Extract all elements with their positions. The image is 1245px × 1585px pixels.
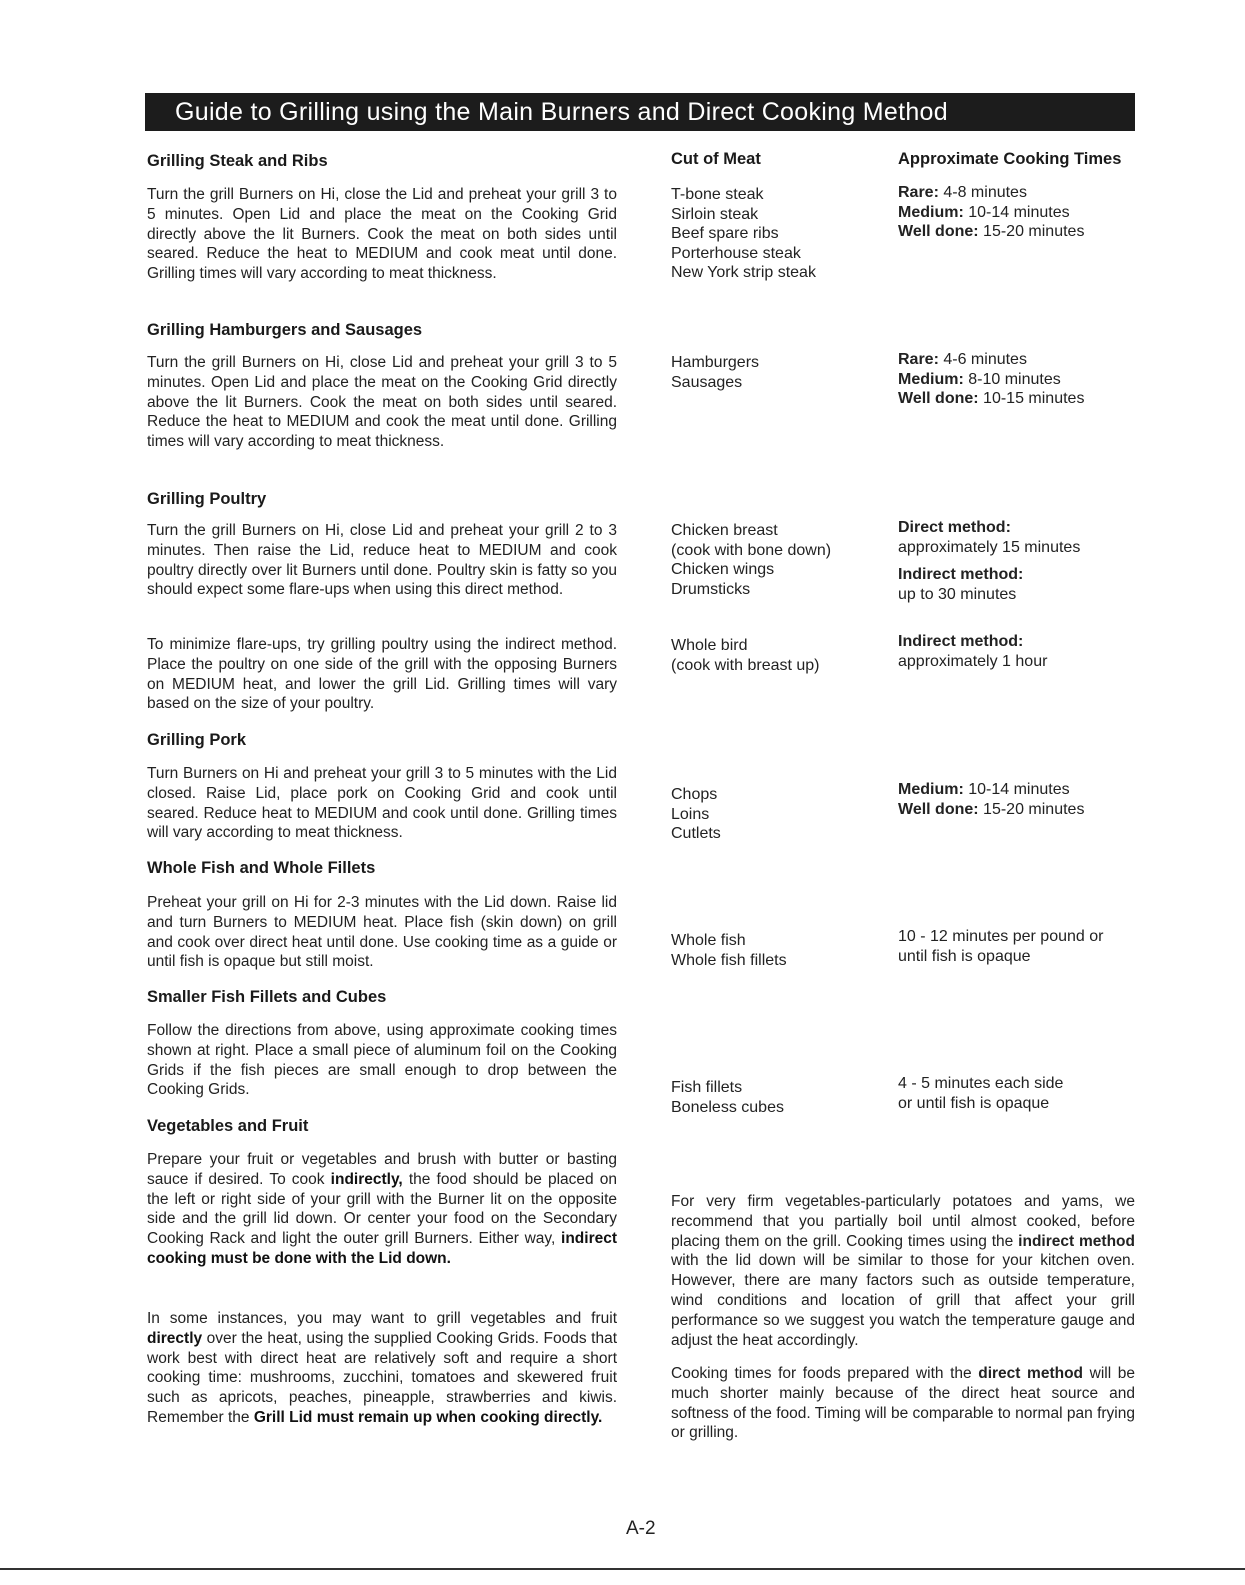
paragraph-smaller-fish: Follow the directions from above, using approximate cooking times shown at right. Place a small piece of aluminum foil on the Cooking Grids if the fish pieces are small enough to drop between the Cooking Grids. bbox=[147, 1022, 617, 1099]
text-run: will be much shorter mainly because of the direct heat source and softness of the food. Timing will be comparable to normal pan frying or grilling. bbox=[671, 1365, 1135, 1442]
section-title-pork: Grilling Pork bbox=[147, 731, 247, 749]
section-title-whole-fish: Whole Fish and Whole Fillets bbox=[147, 859, 376, 877]
cut-item: (cook with bone down) bbox=[671, 541, 832, 559]
time-value: approximately 1 hour bbox=[898, 652, 1048, 670]
cuts-poultry bbox=[671, 521, 831, 599]
cut-item: Whole fish fillets bbox=[671, 951, 787, 969]
paragraph-vegetables-indirect bbox=[147, 1150, 617, 1269]
cut-item: Chicken wings bbox=[671, 561, 775, 578]
cut-item: Whole fish bbox=[671, 932, 746, 949]
time-label: Medium: bbox=[898, 203, 964, 221]
time-label: Well done: bbox=[898, 800, 979, 818]
cuts-whole-fish bbox=[671, 931, 787, 970]
section-title-smaller-fish: Smaller Fish Fillets and Cubes bbox=[147, 988, 387, 1006]
time-row bbox=[898, 780, 1084, 800]
time-label: Medium: bbox=[898, 781, 964, 798]
text-run: Prepare your fruit or vegetables and brush with butter or basting sauce if desired. To cook bbox=[147, 1151, 617, 1188]
section-title-steak-ribs: Grilling Steak and Ribs bbox=[147, 152, 328, 170]
times-smaller-fish bbox=[898, 1074, 1063, 1113]
time-label: Medium: bbox=[898, 370, 964, 388]
times-steak-ribs bbox=[898, 183, 1084, 242]
cut-item: Sausages bbox=[671, 373, 743, 391]
time-label: Well done: bbox=[898, 223, 979, 240]
cut-item: Beef spare ribs bbox=[671, 225, 779, 242]
text-bold: indirect cooking must be done with the Lid down. bbox=[147, 1230, 617, 1267]
time-row bbox=[898, 370, 1084, 390]
cuts-steak-ribs bbox=[671, 185, 816, 283]
text-bold: directly bbox=[147, 1329, 203, 1347]
cut-item: Drumsticks bbox=[671, 580, 751, 598]
paragraph-pork: Turn Burners on Hi and preheat your grill 3 to 5 minutes with the Lid closed. Raise Lid, place pork on Cooking Grid and cook until seared. Reduce heat to MEDIUM and cook until done. Grilling times will vary according to meat thickness. bbox=[147, 765, 617, 842]
text-bold: indirect method bbox=[1018, 1232, 1135, 1250]
section-title-poultry: Grilling Poultry bbox=[147, 490, 267, 508]
times-whole-fish bbox=[898, 927, 1103, 966]
time-row bbox=[898, 800, 1084, 820]
time-label: Rare: bbox=[898, 351, 939, 368]
time-text: 10 - 12 minutes per pound or bbox=[898, 928, 1104, 945]
cut-item: Chops bbox=[671, 786, 718, 803]
cuts-whole-bird bbox=[671, 636, 820, 675]
times-poultry bbox=[898, 518, 1080, 604]
cut-item: (cook with breast up) bbox=[671, 656, 820, 674]
time-row bbox=[898, 183, 1084, 203]
text-run: In some instances, you may want to grill vegetables and fruit bbox=[147, 1310, 617, 1327]
cut-item: Sirloin steak bbox=[671, 205, 759, 223]
cut-item: New York strip steak bbox=[671, 264, 816, 281]
page-number: A-2 bbox=[626, 1518, 656, 1539]
text-run: over the heat, using the supplied Cooking Grids. Foods that work best with direct heat are relatively soft and require a short cooking time: mushrooms, zucchini, tomatoes and skewered fruit such as apricots, peaches, pineapple, strawberries and kiwis. Remember the bbox=[147, 1329, 617, 1426]
time-label: Rare: bbox=[898, 184, 939, 201]
cut-item: T-bone steak bbox=[671, 186, 764, 203]
paragraph-hamburgers: Turn the grill Burners on Hi, close Lid and preheat your grill 3 to 5 minutes. Open Lid and place the meat on the Cooking Grid directly above the lit Burners. Cook the meat on both sides until seared. Reduce the heat to MEDIUM and cook the meat until done. Grilling times will vary according to meat thickness. bbox=[147, 354, 617, 451]
cut-item: Hamburgers bbox=[671, 354, 760, 371]
time-label: Indirect method: bbox=[898, 633, 1024, 650]
cut-item: Whole bird bbox=[671, 637, 748, 654]
cut-item: Chicken breast bbox=[671, 522, 778, 539]
text-bold: direct method bbox=[978, 1365, 1084, 1382]
times-pork bbox=[898, 780, 1084, 819]
section-title-vegetables: Vegetables and Fruit bbox=[147, 1117, 309, 1135]
text-run: Cooking times for foods prepared with the bbox=[671, 1365, 979, 1382]
time-text: or until fish is opaque bbox=[898, 1094, 1050, 1112]
time-value: 15-20 minutes bbox=[983, 223, 1085, 240]
cuts-smaller-fish bbox=[671, 1078, 784, 1117]
time-label: Direct method: bbox=[898, 519, 1011, 536]
times-hamburgers bbox=[898, 350, 1084, 409]
time-value: 8-10 minutes bbox=[968, 370, 1061, 388]
section-title-hamburgers: Grilling Hamburgers and Sausages bbox=[147, 321, 423, 339]
time-row bbox=[898, 389, 1084, 409]
bottom-divider bbox=[0, 1568, 1245, 1570]
paragraph-poultry-direct: Turn the grill Burners on Hi, close Lid and preheat your grill 2 to 3 minutes. Then raise the Lid, reduce heat to MEDIUM and cook poultry directly over lit Burners until done. Poultry skin is fatty so you should expect some flare-ups when using this direct method. bbox=[147, 522, 617, 599]
time-value: 10-15 minutes bbox=[983, 390, 1085, 407]
text-bold: indirectly, bbox=[330, 1170, 403, 1188]
time-value: 15-20 minutes bbox=[983, 800, 1085, 818]
time-value: 4-6 minutes bbox=[943, 351, 1027, 368]
text-run: with the lid down will be similar to those for your kitchen oven. However, there are many factors such as outside temperature, wind conditions and location of grill that affect your grill performance so we suggest you watch the temperature gauge and adjust the heat accordingly. bbox=[671, 1252, 1135, 1349]
text-run: For very firm vegetables-particularly potatoes and yams, we recommend that you partially boil until almost cooked, before placing them on the grill. Cooking times using the bbox=[671, 1193, 1135, 1250]
time-value: 10-14 minutes bbox=[968, 781, 1070, 798]
time-value: 10-14 minutes bbox=[968, 203, 1070, 221]
cut-item: Porterhouse steak bbox=[671, 244, 801, 262]
cut-item: Loins bbox=[671, 805, 710, 823]
paragraph-vegetables-direct bbox=[147, 1309, 617, 1428]
paragraph-whole-fish: Preheat your grill on Hi for 2-3 minutes with the Lid down. Raise lid and turn Burners to MEDIUM heat. Place fish (skin down) on grill and cook over direct heat until done. Use cooking time as a guide or until fish is opaque but still moist. bbox=[147, 894, 617, 971]
paragraph-direct-method-times bbox=[671, 1364, 1135, 1443]
text-bold: Grill Lid must remain up when cooking directly. bbox=[253, 1408, 603, 1426]
cooking-times-header: Approximate Cooking Times bbox=[898, 150, 1122, 168]
cuts-hamburgers bbox=[671, 353, 759, 392]
text-run: the food should be placed on the left or right side of your grill with the Burner lit on the opposite side and the grill lid down. Or center your food on the Secondary Cooking Rack and light the outer grill Burners. Either way, bbox=[147, 1170, 617, 1248]
cut-of-meat-header: Cut of Meat bbox=[671, 150, 761, 168]
time-value: approximately 15 minutes bbox=[898, 538, 1081, 556]
cut-item: Fish fillets bbox=[671, 1079, 743, 1096]
time-row bbox=[898, 222, 1084, 242]
cuts-pork bbox=[671, 785, 721, 844]
time-text: 4 - 5 minutes each side bbox=[898, 1075, 1064, 1092]
paragraph-steak-ribs: Turn the grill Burners on Hi, close the Lid and preheat your grill 3 to 5 minutes. Open Lid and place the meat on the Cooking Grid directly above the lit Burners. Cook the meat on both sides until seared. Reduce the heat to MEDIUM and cook meat until done. Grilling times will vary according to meat thickness. bbox=[147, 186, 617, 283]
page-title-banner: Guide to Grilling using the Main Burners and Direct Cooking Method bbox=[145, 93, 1135, 131]
time-label: Well done: bbox=[898, 390, 979, 407]
cut-item: Boneless cubes bbox=[671, 1098, 784, 1116]
time-row bbox=[898, 350, 1084, 370]
time-text: until fish is opaque bbox=[898, 947, 1031, 965]
time-row bbox=[898, 203, 1084, 223]
paragraph-poultry-indirect: To minimize flare-ups, try grilling poultry using the indirect method. Place the poultry on one side of the grill with the opposing Burners on MEDIUM heat, and lower the grill Lid. Grilling times will vary based on the size of your poultry. bbox=[147, 636, 617, 713]
times-whole-bird bbox=[898, 632, 1047, 671]
paragraph-firm-vegetables bbox=[671, 1192, 1135, 1350]
cut-item: Cutlets bbox=[671, 825, 721, 842]
time-value: 4-8 minutes bbox=[943, 184, 1027, 201]
time-label: Indirect method: bbox=[898, 566, 1024, 583]
time-value: up to 30 minutes bbox=[898, 585, 1017, 603]
